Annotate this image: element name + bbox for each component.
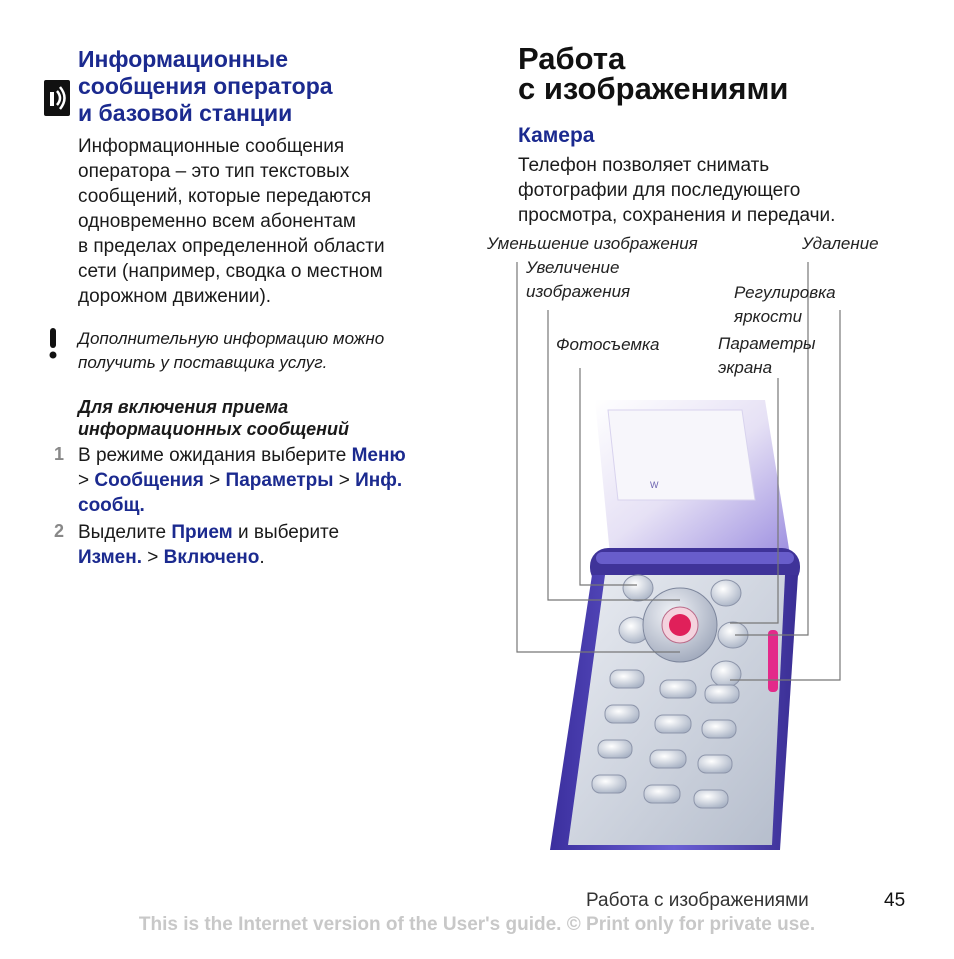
exclamation-icon [46, 326, 60, 360]
camera-paragraph: Телефон позволяет снимать фотографии для последующего просмотра, сохранения и передачи. [518, 155, 836, 226]
callout-brightness: Регулировка яркости [734, 283, 836, 326]
section-heading: Информационные сообщения оператора и базовой станции [78, 46, 333, 126]
menu-path-item: Прием [171, 522, 233, 543]
step-number: 2 [54, 521, 65, 541]
step-2: Выделите Прием и выберите Измен. > Включено. [78, 522, 340, 568]
callout-delete: Удаление [802, 234, 879, 253]
walkman-logo: W [650, 480, 659, 490]
footer-section-label: Работа с изображениями [586, 890, 809, 911]
callout-zoom-in: Увеличение изображения [526, 258, 631, 301]
menu-path-item: Измен. [78, 547, 143, 568]
menu-path-item: Включено [163, 547, 260, 568]
subsection-heading: Камера [518, 124, 595, 147]
footer-disclaimer: This is the Internet version of the User's guide. © Print only for private use. [138, 914, 816, 935]
intro-paragraph: Информационные сообщения оператора – это тип текстовых сообщений, которые передаются одновременно всем абонентам в пределах определенной области сети (например, сводка о местном дорожном движении). [78, 136, 385, 307]
note-text: Дополнительную информацию можно получить у поставщика услуг. [78, 329, 385, 372]
page-title: Работа с изображениями [518, 41, 789, 106]
callout-screen-settings: Параметры экрана [718, 334, 816, 377]
step-number: 1 [54, 444, 65, 464]
procedure-heading: Для включения приема информационных сообщений [78, 397, 350, 439]
page-number: 45 [884, 890, 906, 911]
menu-path-item: Инф. сообщ. [78, 470, 403, 516]
callout-shoot: Фотосъемка [556, 335, 660, 354]
menu-path-item: Параметры [225, 470, 334, 491]
step-1: В режиме ожидания выберите Меню > Сообщения > Параметры > Инф. сообщ. [78, 445, 406, 516]
menu-path-item: Сообщения [94, 470, 204, 491]
cell-broadcast-icon [44, 80, 70, 116]
phone-illustration [480, 380, 820, 880]
menu-path-item: Меню [351, 445, 406, 466]
callout-zoom-out: Уменьшение изображения [487, 234, 698, 253]
